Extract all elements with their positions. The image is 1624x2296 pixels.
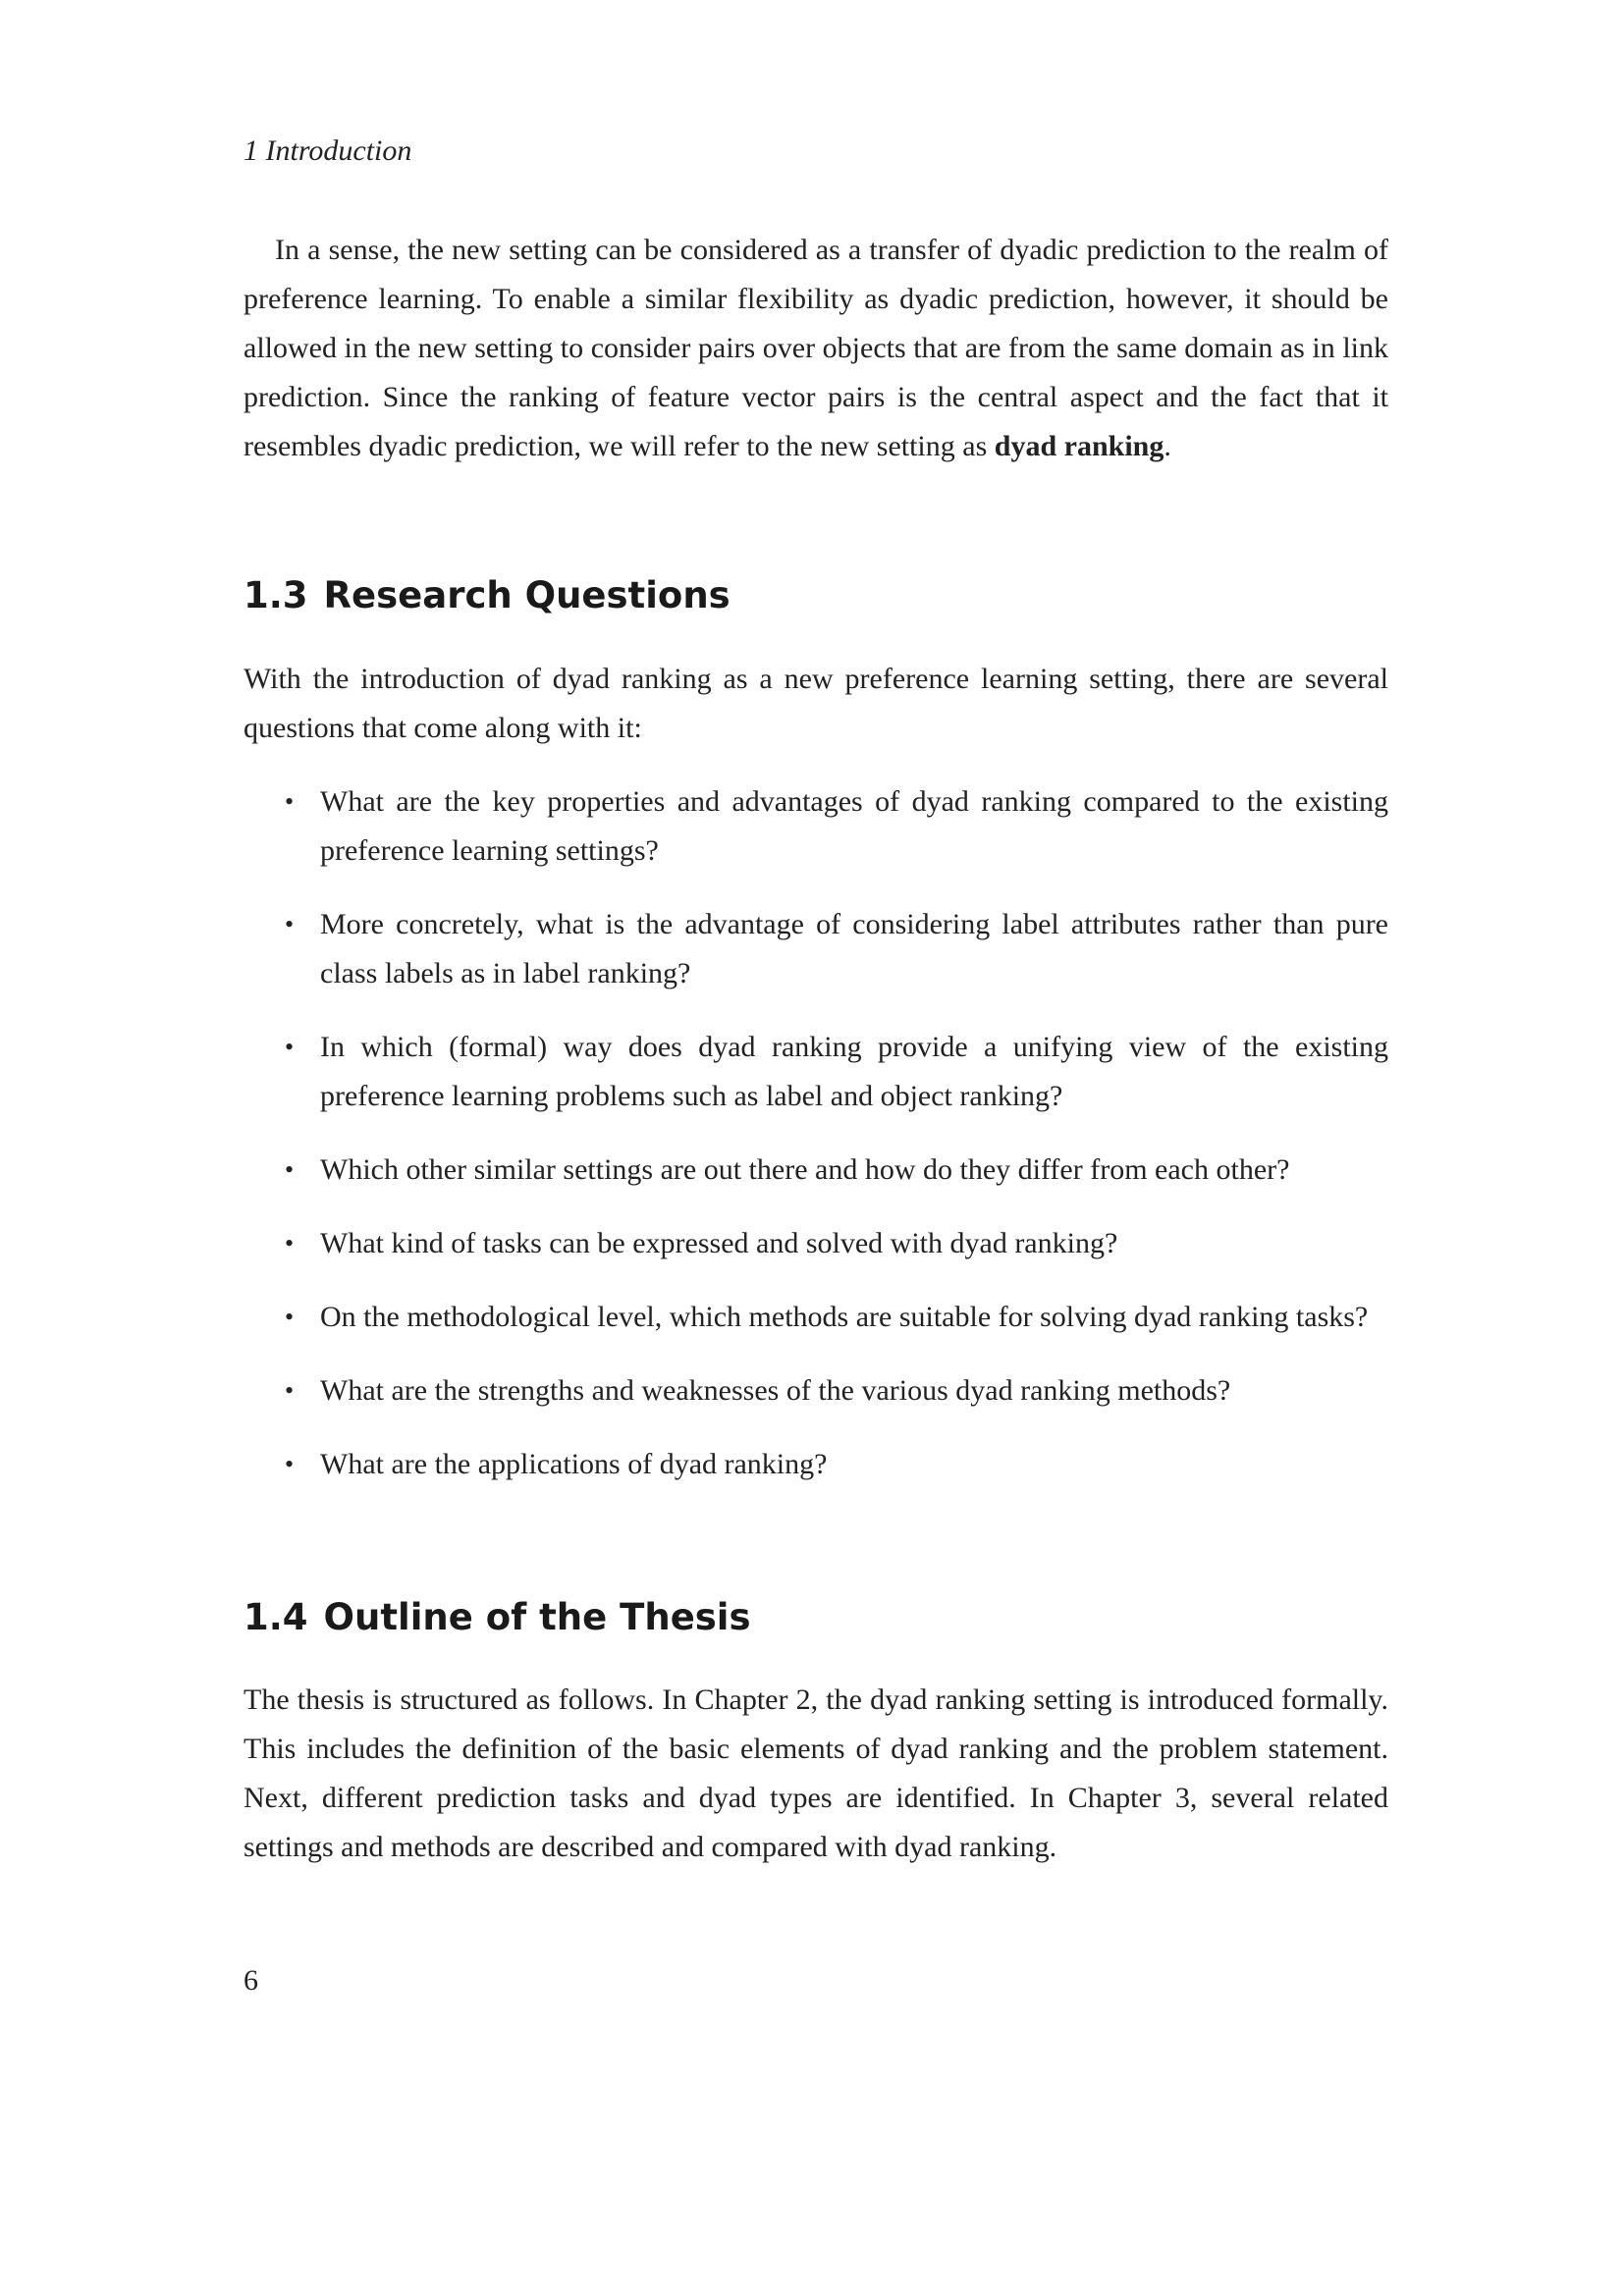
list-item	[285, 1219, 1388, 1268]
question-text: What kind of tasks can be expressed and solved with dyad ranking?	[320, 1227, 1118, 1259]
dyad-ranking-term: dyad ranking	[994, 430, 1164, 462]
list-item	[285, 900, 1388, 998]
section-heading-research-questions	[244, 571, 731, 620]
bullet-icon: •	[285, 1376, 295, 1405]
list-item	[285, 777, 1388, 876]
bullet-icon: •	[285, 1450, 295, 1478]
section-title: Outline of the Thesis	[323, 1596, 751, 1638]
outline-paragraph: The thesis is structured as follows. In Chapter 2, the dyad ranking setting is introduced formally. This includes the definition of the basic elements of dyad ranking and the problem statement. Next, different prediction tasks and dyad types are identified. In Chapter 3, several related settings and methods are described and compared with dyad ranking.	[244, 1683, 1388, 1863]
page-number: 6	[244, 1964, 258, 1997]
section-number: 1.3	[244, 574, 308, 616]
list-item	[285, 1440, 1388, 1489]
list-item	[285, 1146, 1388, 1195]
section-title: Research Questions	[323, 574, 731, 616]
question-text: More concretely, what is the advantage of considering label attributes rather than pure class labels as in label ranking?	[320, 908, 1388, 989]
bullet-icon: •	[285, 1033, 295, 1061]
question-text: In which (formal) way does dyad ranking provide a unifying view of the existing preference learning problems such as label and object ranking?	[320, 1031, 1388, 1112]
bullet-icon: •	[285, 1303, 295, 1331]
question-text: What are the strengths and weaknesses of the various dyad ranking methods?	[320, 1374, 1231, 1407]
intro-paragraph-end: .	[1164, 430, 1171, 462]
research-intro-paragraph: With the introduction of dyad ranking as a new preference learning setting, there are several questions that come along with it:	[244, 663, 1388, 744]
bullet-icon: •	[285, 1155, 295, 1184]
list-item	[285, 1023, 1388, 1121]
question-text: Which other similar settings are out there and how do they differ from each other?	[320, 1153, 1290, 1186]
question-text: What are the key properties and advantages of dyad ranking compared to the existing preference learning settings?	[320, 785, 1388, 867]
bullet-icon: •	[285, 910, 295, 938]
bullet-icon: •	[285, 787, 295, 816]
question-text: What are the applications of dyad ranking?	[320, 1448, 828, 1480]
list-item	[285, 1366, 1388, 1415]
running-head: 1 Introduction	[244, 134, 412, 167]
intro-paragraph	[244, 226, 1388, 471]
list-item	[285, 1293, 1388, 1342]
section-number: 1.4	[244, 1596, 308, 1638]
research-questions-list	[285, 777, 1388, 1514]
bullet-icon: •	[285, 1229, 295, 1257]
section-heading-outline	[244, 1593, 751, 1642]
question-text: On the methodological level, which methods are suitable for solving dyad ranking tasks?	[320, 1301, 1369, 1333]
intro-paragraph-text: In a sense, the new setting can be considered as a transfer of dyadic prediction to the realm of preference learning. To enable a similar flexibility as dyadic prediction, however, it should be allowed in the new setting to consider pairs over objects that are from the same domain as in link prediction. Since the ranking of feature vector pairs is the central aspect and the fact that it resembles dyadic prediction, we will refer to the new setting as	[244, 234, 1388, 462]
